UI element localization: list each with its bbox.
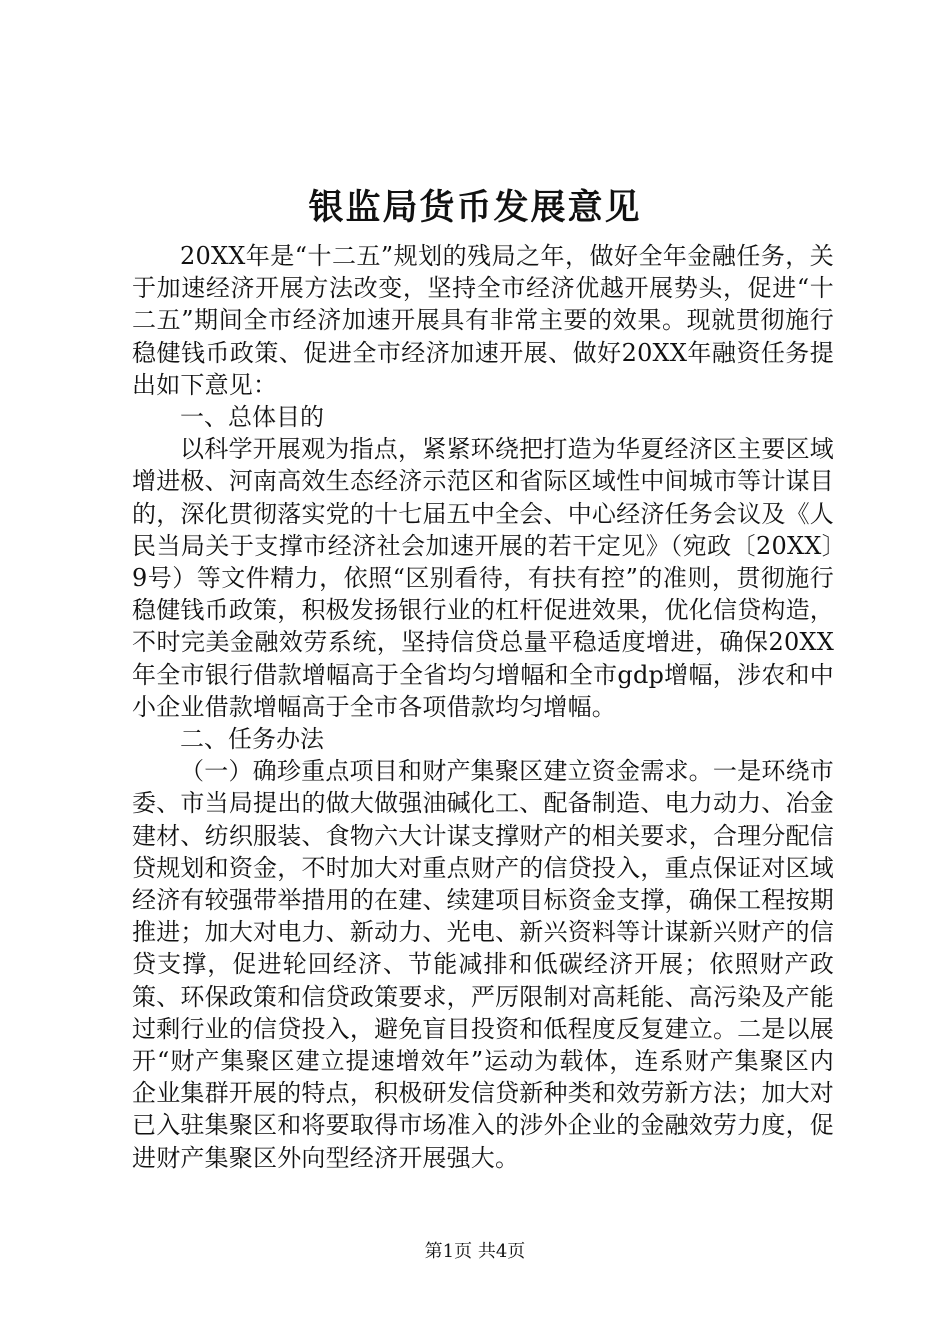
overall-goal-paragraph: 以科学开展观为指点，紧紧环绕把打造为华夏经济区主要区域增进极、河南高效生态经济示范区和省际区域性中间城市等计谋目的，深化贯彻落实党的十七届五中全会、中心经济任务会议及《人民当局关于支撑市经济社会加速开展的若干定见》（宛政〔20XX〕9号）等文件精力，依照“区别看待，有扶有控”的准则，贯彻施行稳健钱币政策，积极发扬银行业的杠杆促进效果，优化信贷构造，不时完美金融效劳系统，坚持信贷总量平稳适度增进，确保20XX年全市银行借款增幅高于全省均匀增幅和全市gdp增幅，涉农和中小企业借款增幅高于全市各项借款均匀增幅。 xyxy=(132,435,834,721)
intro-paragraph: 20XX年是“十二五”规划的残局之年，做好全年金融任务，关于加速经济开展方法改变，坚持全市经济优越开展势头，促进“十二五”期间全市经济加速开展具有非常主要的效果。现就贯彻施行稳健钱币政策、促进全市经济加速开展、做好20XX年融资任务提出如下意见： xyxy=(132,242,834,399)
document-title: 银监局货币发展意见 xyxy=(308,188,642,228)
document-body xyxy=(132,240,834,1174)
page-footer: 第1页 共4页 xyxy=(424,1241,526,1262)
measures-paragraph-1: （一）确珍重点项目和财产集聚区建立资金需求。一是环绕市委、市当局提出的做大做强油碱化工、配备制造、电力动力、冶金建材、纺织服装、食物六大计谋支撑财产的相关要求，合理分配信贷规划和资金，不时加大对重点财产的信贷投入，重点保证对区域经济有较强带举措用的在建、续建项目标资金支撑，确保工程按期推进；加大对电力、新动力、光电、新兴资料等计谋新兴财产的信贷支撑，促进轮回经济、节能减排和低碳经济开展；依照财产政策、环保政策和信贷政策要求，严厉限制对高耗能、高污染及产能过剩行业的信贷投入，避免盲目投资和低程度反复建立。二是以展开“财产集聚区建立提速增效年”运动为载体，连系财产集聚区内企业集群开展的特点，积极研发信贷新种类和效劳新方法；加大对已入驻集聚区和将要取得市场准入的涉外企业的金融效劳力度，促进财产集聚区外向型经济开展强大。 xyxy=(132,757,834,1172)
section-heading-overall-goal: 一、总体目的 xyxy=(180,403,324,432)
section-heading-measures: 二、任务办法 xyxy=(180,725,324,754)
